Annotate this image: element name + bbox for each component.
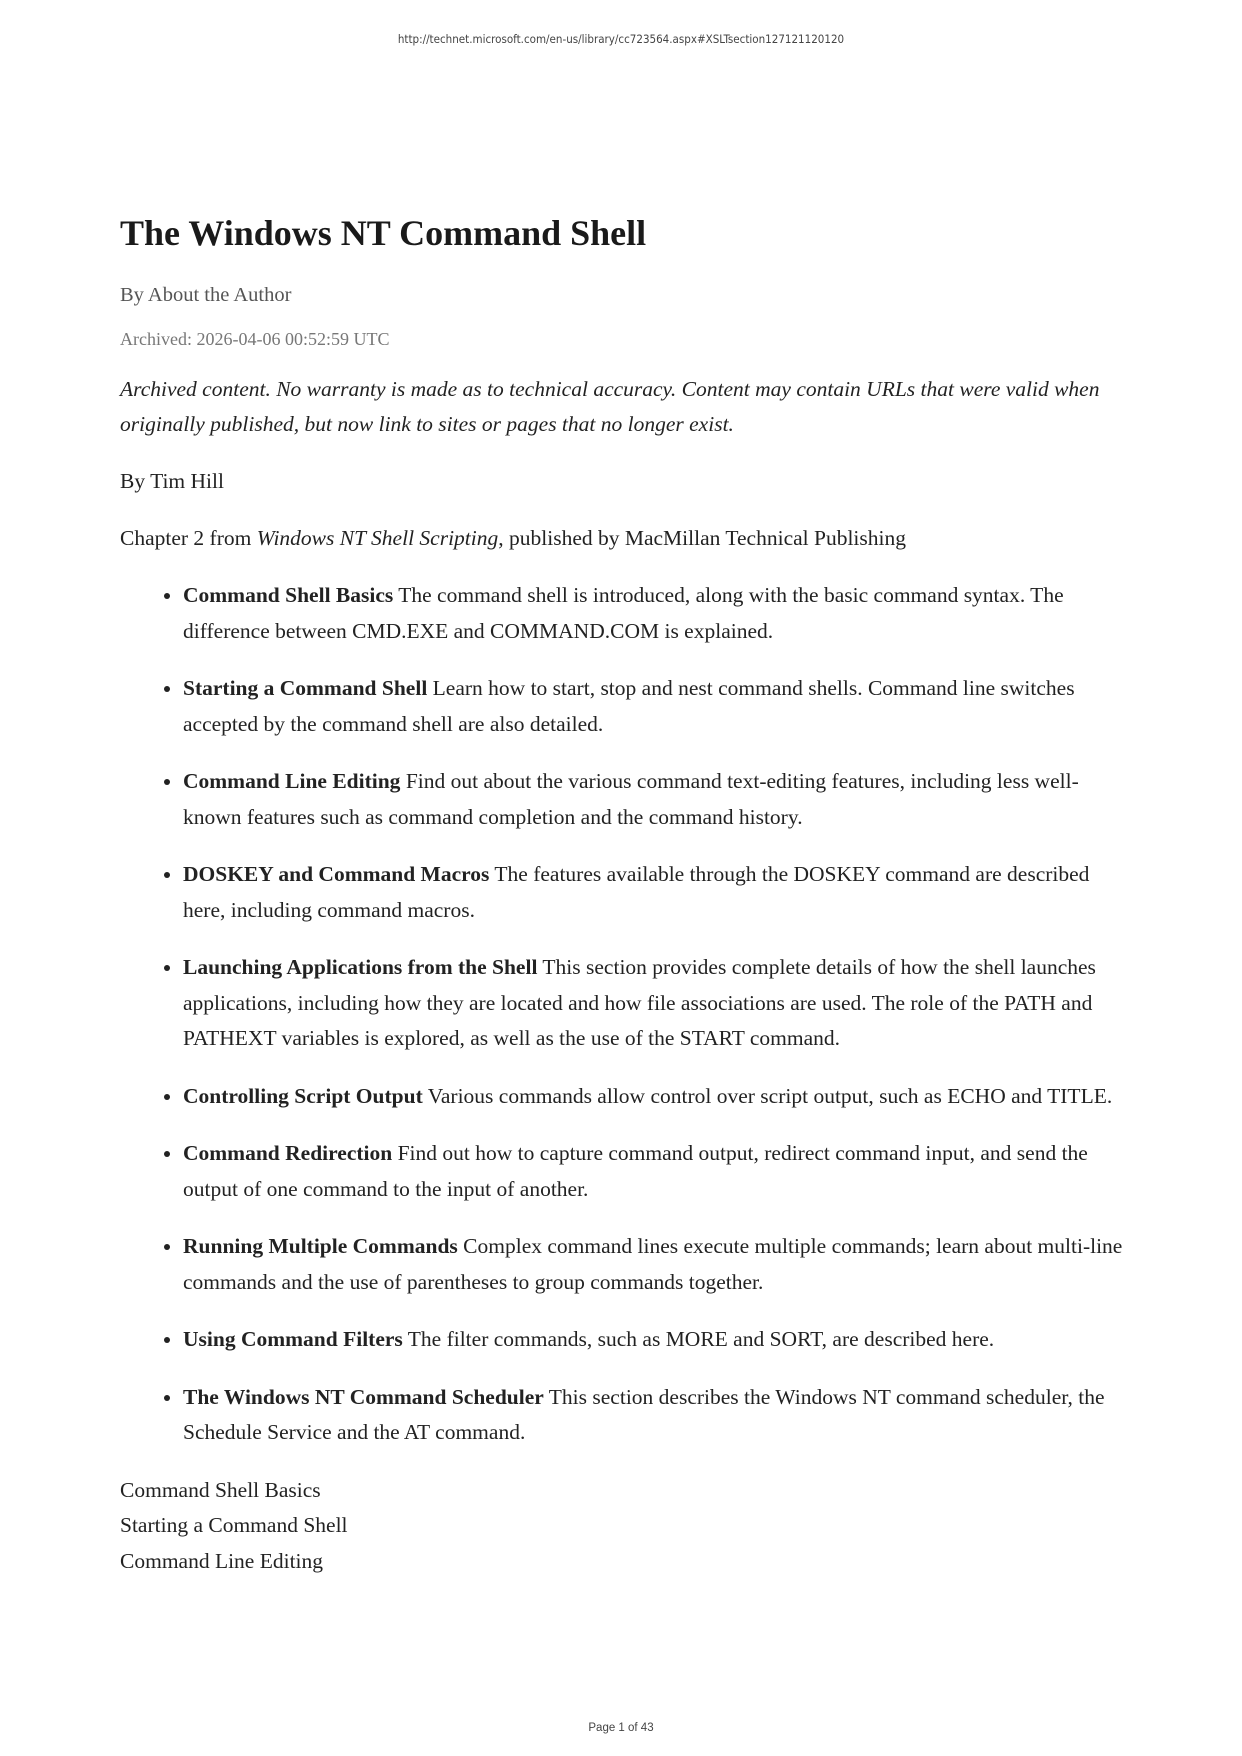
archived-timestamp: Archived: 2026-04-06 00:52:59 UTC [120,329,390,349]
section-desc: Various commands allow control over script output, such as ECHO and TITLE. [422,1083,1113,1108]
author: By Tim Hill [120,469,224,493]
section-title: Command Line Editing [183,769,401,793]
section-list [120,578,1132,1451]
link-command-shell-basics[interactable]: Command Shell Basics [120,1477,321,1502]
list-item [183,857,1132,928]
list-item [183,1322,1132,1358]
page-title: The Windows NT Command Shell [120,213,647,253]
list-item [183,1380,1132,1451]
list-item [183,950,1132,1057]
page-number: Page 1 of 43 [588,1722,654,1734]
list-item [183,764,1132,835]
section-title: The Windows NT Command Scheduler [183,1384,544,1409]
section-title: Running Multiple Commands [183,1234,458,1258]
book-title: Windows NT Shell Scripting [256,526,499,550]
section-desc: This section provides complete details of how the shell launches applications, including how they are located and how file associations are used. The role of the PATH and PATHEXT variables is explored, as well as the use of the START command. [183,955,1096,1050]
section-title: Command Redirection [183,1141,393,1165]
chapter-suffix: , published by MacMillan Technical Publishing [498,526,906,550]
section-desc: Complex command lines execute multiple commands; learn about multi-line commands and the use of parentheses to group commands together. [183,1234,1123,1294]
section-desc: Find out about the various command text-editing features, including less well-known features such as command completion and the command history. [183,769,1079,829]
section-title: Launching Applications from the Shell [183,955,538,979]
list-item [183,578,1132,649]
archive-note: Archived content. No warranty is made as to technical accuracy. Content may contain URLs that were valid when originally published, but now link to sites or pages that no longer exist. [120,377,1100,436]
chapter-info [120,521,1132,556]
section-desc: Find out how to capture command output, redirect command input, and send the output of one command to the input of another. [183,1141,1088,1201]
chapter-prefix: Chapter 2 from [120,526,257,550]
list-item [183,1079,1132,1115]
section-title: Starting a Command Shell [183,676,428,700]
link-command-line-editing[interactable]: Command Line Editing [120,1548,324,1573]
section-desc: This section describes the Windows NT command scheduler, the Schedule Service and the AT command. [183,1384,1105,1444]
section-title: DOSKEY and Command Macros [183,862,490,886]
document-body [120,212,1132,1579]
list-item [183,1136,1132,1207]
section-links [120,1473,1132,1580]
list-item [183,671,1132,742]
page-header-url: http://technet.microsoft.com/en-us/library/cc723564.aspx#XSLTsection127121120120 [397,32,845,46]
list-item [183,1229,1132,1300]
section-desc: The command shell is introduced, along with the basic command syntax. The difference between CMD.EXE and COMMAND.COM is explained. [183,583,1064,643]
section-desc: The filter commands, such as MORE and SORT, are described here. [402,1327,995,1351]
byline: By About the Author [120,284,292,306]
link-starting-a-command-shell[interactable]: Starting a Command Shell [120,1513,348,1537]
section-desc: The features available through the DOSKEY command are described here, including command macros. [183,862,1090,922]
section-title: Using Command Filters [183,1327,403,1351]
section-title: Command Shell Basics [183,583,394,607]
section-title: Controlling Script Output [183,1083,423,1108]
section-desc: Learn how to start, stop and nest command shells. Command line switches accepted by the command shell are also detailed. [183,676,1075,736]
